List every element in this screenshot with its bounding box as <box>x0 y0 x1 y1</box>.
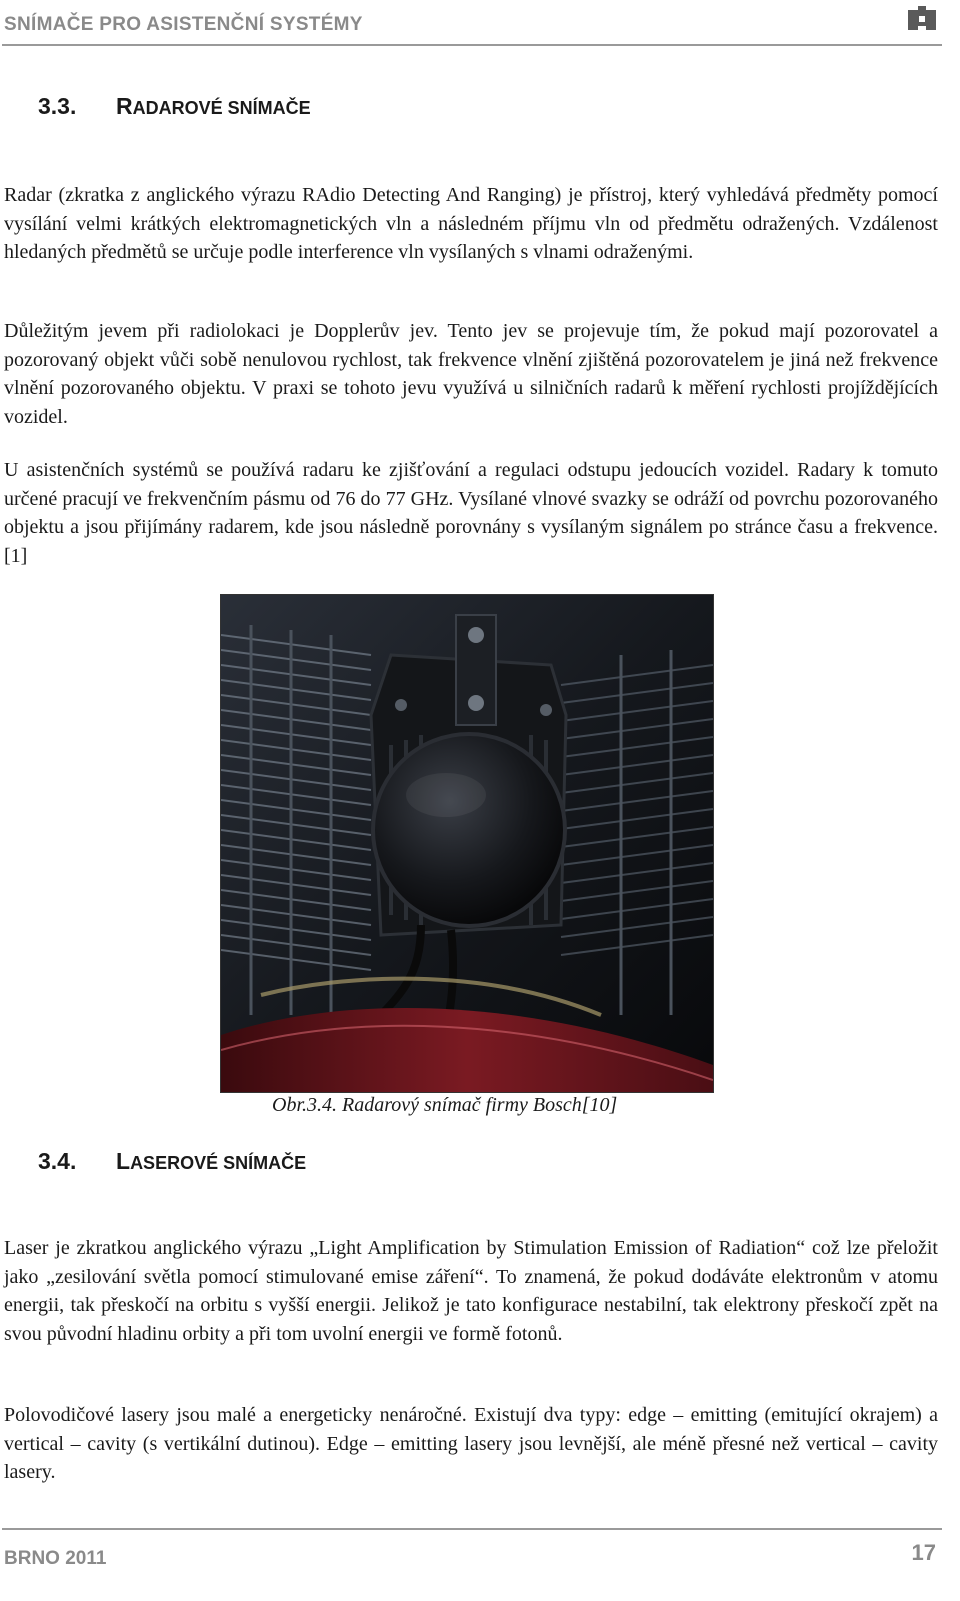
section-title-initial: L <box>116 1148 131 1174</box>
footer-divider <box>2 1528 942 1530</box>
footer-location-year: BRNO 2011 <box>4 1548 107 1569</box>
paragraph: Polovodičové lasery jsou malé a energeticky nenáročné. Existují dva typy: edge – emitting (emitující okrajem) a vertical – cavity (s vertikální dutinou). Edge – emitting lasery jsou levnější, ale méně přesné než vertical – cavity lasery. <box>4 1404 938 1484</box>
paragraph: U asistenčních systémů se používá radaru ke zjišťování a regulaci odstupu jedoucích vozidel. Radary k tomuto určené pracují ve frekvenčním pásmu od 76 do 77 GHz. Vysílané vlnové svazky se odráží od povrchu pozorovaného objektu a jsou přijímány radarem, kde jsou následně porovnány s vysílaným signálem po stránce času a frekvence.[1] <box>4 459 938 567</box>
section-number: 3.4. <box>38 1148 77 1174</box>
header-divider <box>2 44 942 46</box>
section-title: ASEROVÉ SNÍMAČE <box>130 1153 307 1173</box>
section-heading-3-3 <box>38 93 311 120</box>
section-title: ADAROVÉ SNÍMAČE <box>132 98 311 118</box>
running-header: SNÍMAČE PRO ASISTENČNÍ SYSTÉMY <box>4 14 363 35</box>
section-title-initial: R <box>116 93 133 119</box>
paragraph: Laser je zkratkou anglického výrazu „Light Amplification by Stimulation Emission of Radiation“ což lze přeložit jako „zesilování světla pomocí stimulované emise záření“. To znamená, že pokud dodáváte elektronům v atomu energii, tak přeskočí na orbitu s vyšší energii. Jelikož je tato konfigurace nestabilní, tak elektrony přeskočí zpět na svou původní hladinu orbity a při tom uvolní energii ve formě fotonů. <box>4 1237 938 1345</box>
figure-caption: Obr.3.4. Radarový snímač firmy Bosch[10] <box>272 1094 618 1116</box>
paragraph: Důležitým jevem při radiolokaci je Dopplerův jev. Tento jev se projevuje tím, že pokud mají pozorovatel a pozorovaný objekt vůči sobě nenulovou rychlost, tak frekvence vlnění zjištěná pozorovatelem je jiná než frekvence vlnění pozorovaného objektu. V praxi se tohoto jevu využívá u silničních radarů k měření rychlosti projíždějících vozidel. <box>4 320 938 428</box>
section-number: 3.3. <box>38 93 77 119</box>
radar-sensor-photo <box>220 594 714 1093</box>
puzzle-logo-icon <box>906 2 938 34</box>
page-number: 17 <box>911 1540 936 1565</box>
paragraph: Radar (zkratka z anglického výrazu RAdio Detecting And Ranging) je přístroj, který vyhledává předměty pomocí vysílání velmi krátkých elektromagnetických vln a následném příjmu vln od předmětu odražených. Vzdálenost hledaných předmětů se určuje podle interference vln vysílaných s vlnami odraženými. <box>4 184 938 264</box>
section-heading-3-4 <box>38 1148 306 1175</box>
